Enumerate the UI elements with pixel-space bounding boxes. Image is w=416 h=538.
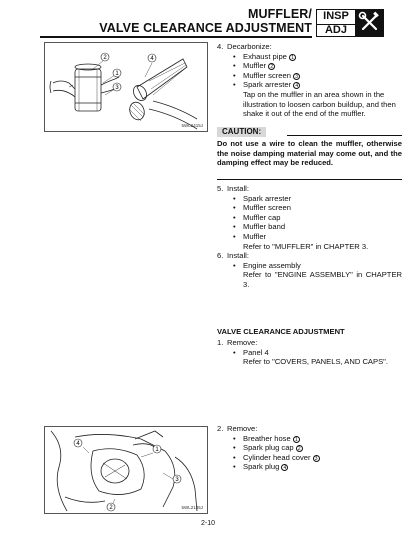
caution-label: CAUTION: — [217, 127, 266, 137]
section-heading: VALVE CLEARANCE ADJUSTMENT — [217, 327, 345, 336]
list-item: • Muffler cap — [233, 212, 281, 222]
fig1-callout-b: 4 — [150, 56, 154, 62]
list-item: • Cylinder head cover 3 — [217, 453, 402, 463]
caution-text: Do not use a wire to clean the muffler, otherwise the noise damping material may come out, and the damping effect may be reduced. — [217, 139, 402, 168]
page-number: 2-10 — [200, 520, 215, 527]
fig2-callout-c: 3 — [175, 477, 179, 483]
fig2-callout-b: 1 — [155, 447, 159, 453]
badge-bottom: ADJ — [324, 24, 347, 36]
page-title-line1: MUFFLER/ — [248, 7, 312, 21]
list-item: • Engine assembly — [233, 260, 301, 270]
list-item: • Muffler band — [233, 222, 286, 232]
fig2-callout-d: 2 — [109, 505, 113, 511]
wrench-screwdriver-icon — [356, 9, 384, 37]
fig1-callout-c: 1 — [115, 71, 119, 77]
list-item: • Breather hose 1 — [217, 434, 402, 444]
fig1-callout-d: 3 — [115, 85, 119, 91]
muffler-illustration — [44, 42, 208, 132]
cylinder-head-illustration — [44, 426, 208, 514]
list-item: • Spark plug 4 — [217, 462, 402, 472]
fig2-code: 5WL2135J — [181, 505, 203, 510]
caution-rule — [217, 179, 402, 180]
list-item: • Spark plug cap 2 — [217, 443, 402, 453]
list-item: • Muffler — [233, 231, 267, 241]
valve-remove2: 2. Remove: • Breather hose 1 • Spark plug cap 2 • Cylinder head cover 3 • Spark plug 4 — [217, 424, 402, 472]
fig1-callout-a: 2 — [103, 55, 107, 61]
caution-header — [217, 127, 402, 137]
list-item: • Muffler screen 3 — [217, 71, 402, 81]
valve-remove1: 1. Remove: • Panel 4 Refer to "COVERS, PANELS, AND CAPS". — [217, 338, 402, 367]
decarbonize-step: 4. Decarbonize: • Exhaust pipe 1 • Muffler 2 • Muffler screen 3 • Spark arrester 4 Tap on the muffler in an area shown in the illustration to loosen carbon buildup, and then shake it out of the end of the muffler. — [217, 42, 402, 119]
page-title-line2: VALVE CLEARANCE ADJUSTMENT — [99, 21, 312, 35]
fig2-callout-a: 4 — [76, 441, 80, 447]
remove1-ref: Refer to "COVERS, PANELS, AND CAPS". — [243, 357, 388, 367]
section-badge — [316, 9, 356, 37]
list-item: • Exhaust pipe 1 — [217, 52, 402, 62]
fig1-code: 5WL2415J — [181, 123, 203, 128]
install-steps: 5. Install: • Spark arrester • Muffler screen • Muffler cap • Muffler band • Muffler Refer to "MUFFLER" in CHAPTER 3. 6. Install: • Engine assembly Refer to "ENGINE ASSEMBLY" in CHAPTER 3. — [217, 184, 402, 289]
header-rule — [40, 36, 312, 38]
list-item: • Spark arrester 4 — [217, 80, 402, 90]
list-item: • Panel 4 — [233, 347, 269, 357]
install1-ref: Refer to "MUFFLER" in CHAPTER 3. — [243, 241, 369, 251]
list-item: • Muffler 2 — [217, 61, 402, 71]
list-item: • Muffler screen — [233, 203, 291, 213]
install2-ref: Refer to "ENGINE ASSEMBLY" in CHAPTER 3. — [243, 270, 402, 289]
decarbonize-note: Tap on the muffler in an area shown in the illustration to loosen carbon buildup, and then shake it out of the end of the muffler. — [243, 89, 396, 119]
badge-top: INSP — [317, 10, 355, 25]
list-item: • Spark arrester — [233, 193, 292, 203]
